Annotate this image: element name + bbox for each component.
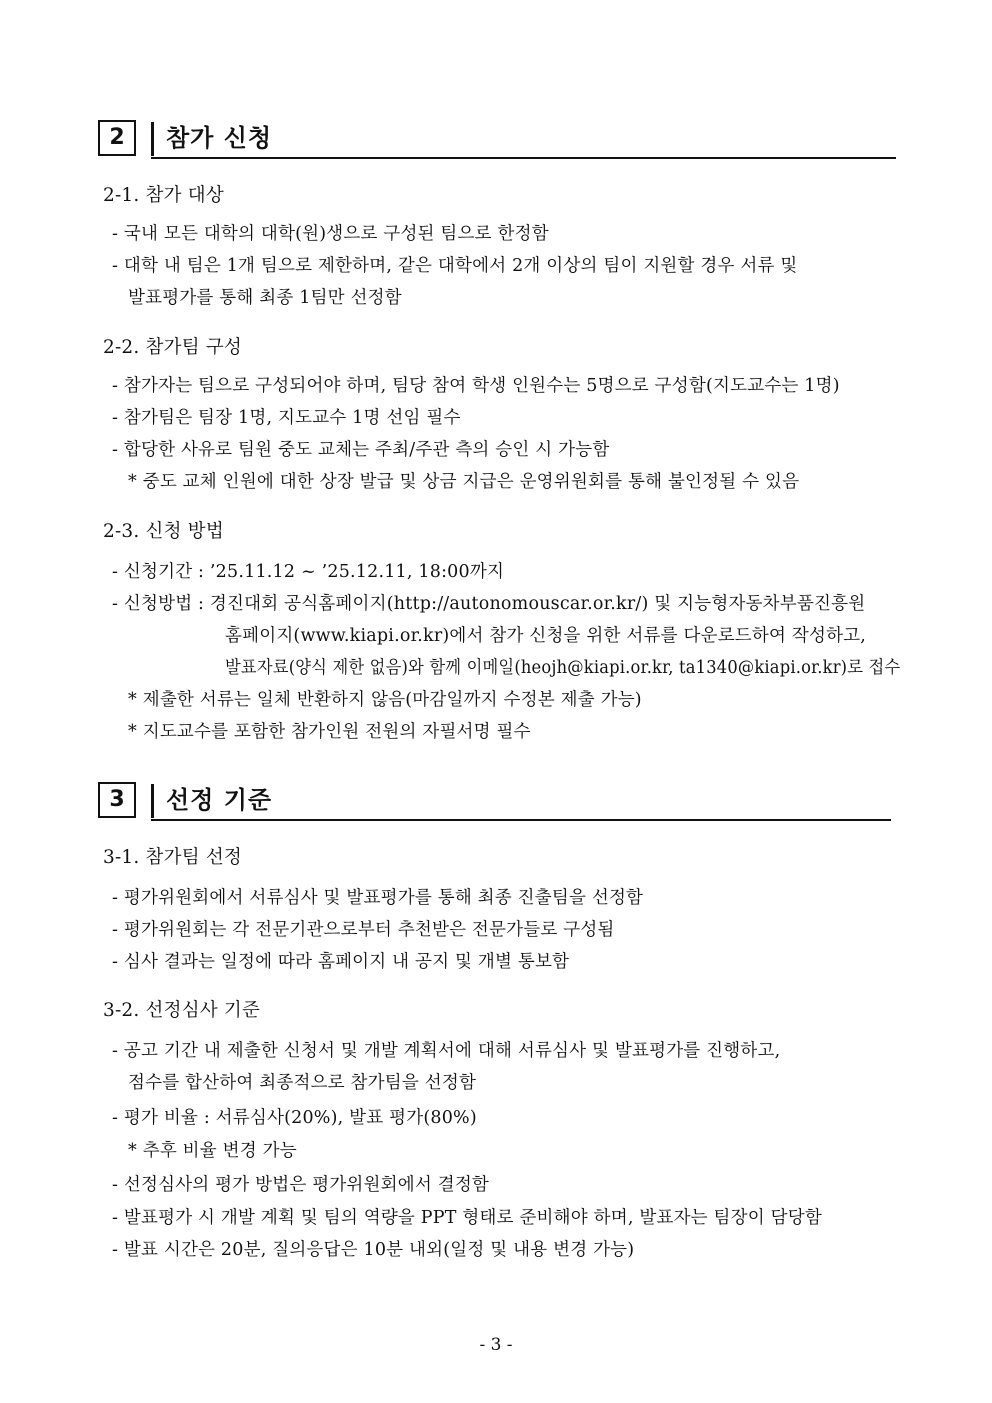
list-item: - 평가 비율 : 서류심사(20%), 발표 평가(80%)	[112, 1108, 477, 1128]
subsection-title: 3-2. 선정심사 기준	[103, 1000, 261, 1021]
subsection-title: 2-2. 참가팀 구성	[103, 337, 242, 358]
list-item: - 공고 기간 내 제출한 신청서 및 개발 계획서에 대해 서류심사 및 발표평가를 진행하고,	[112, 1041, 781, 1061]
list-item: - 발표 시간은 20분, 질의응답은 10분 내외(일정 및 내용 변경 가능)	[112, 1240, 635, 1260]
list-item-continuation: 발표평가를 통해 최종 1팀만 선정함	[128, 288, 402, 308]
note-item: * 제출한 서류는 일체 반환하지 않음(마감일까지 수정본 제출 가능)	[128, 690, 642, 710]
list-item: - 국내 모든 대학의 대학(원)생으로 구성된 팀으로 한정함	[112, 224, 549, 244]
note-item: * 지도교수를 포함한 참가인원 전원의 자필서명 필수	[128, 722, 531, 742]
section-title: 선정 기준	[166, 786, 273, 814]
subsection-title: 2-3. 신청 방법	[103, 521, 224, 542]
section-header-2	[98, 120, 898, 162]
section-divider-bar	[151, 122, 154, 156]
list-item: - 합당한 사유로 팀원 중도 교체는 주최/주관 측의 승인 시 가능함	[112, 440, 610, 460]
list-item: - 평가위원회에서 서류심사 및 발표평가를 통해 최종 진출팀을 선정함	[112, 888, 644, 908]
section-header-3	[98, 782, 898, 824]
subsection-title: 2-1. 참가 대상	[103, 185, 224, 206]
list-item: - 신청방법 : 경진대회 공식홈페이지(http://autonomouscar.or.kr/) 및 지능형자동차부품진흥원	[112, 594, 866, 614]
list-item: - 심사 결과는 일정에 따라 홈페이지 내 공지 및 개별 통보함	[112, 952, 570, 972]
section-underline	[151, 819, 891, 821]
list-item: - 참가팀은 팀장 1명, 지도교수 1명 선임 필수	[112, 408, 461, 428]
list-item-continuation: 점수를 합산하여 최종적으로 참가팀을 선정함	[128, 1073, 477, 1093]
list-item: - 대학 내 팀은 1개 팀으로 제한하며, 같은 대학에서 2개 이상의 팀이 지원할 경우 서류 및	[112, 256, 798, 276]
list-item-continuation: 발표자료(양식 제한 없음)와 함께 이메일(heojh@kiapi.or.kr, ta1340@kiapi.or.kr)로 접수	[225, 658, 901, 678]
section-number-box: 3	[98, 782, 136, 818]
page-number: - 3 -	[479, 1335, 513, 1355]
list-item: - 참가자는 팀으로 구성되어야 하며, 팀당 참여 학생 인원수는 5명으로 구성함(지도교수는 1명)	[112, 376, 840, 396]
note-item: * 중도 교체 인원에 대한 상장 발급 및 상금 지급은 운영위원회를 통해 불인정될 수 있음	[128, 472, 800, 492]
list-item: - 평가위원회는 각 전문기관으로부터 추천받은 전문가들로 구성됨	[112, 920, 615, 940]
section-underline	[151, 157, 896, 159]
list-item: - 선정심사의 평가 방법은 평가위원회에서 결정함	[112, 1175, 490, 1195]
section-number-box: 2	[98, 120, 136, 156]
section-divider-bar	[151, 784, 154, 818]
list-item: - 신청기간 : ’25.11.12 ~ ’25.12.11, 18:00까지	[112, 562, 505, 582]
list-item: - 발표평가 시 개발 계획 및 팀의 역량을 PPT 형태로 준비해야 하며, 발표자는 팀장이 담당함	[112, 1208, 822, 1228]
note-item: * 추후 비율 변경 가능	[128, 1141, 297, 1161]
list-item-continuation: 홈페이지(www.kiapi.or.kr)에서 참가 신청을 위한 서류를 다운로드하여 작성하고,	[225, 626, 867, 646]
section-title: 참가 신청	[166, 124, 273, 152]
subsection-title: 3-1. 참가팀 선정	[103, 847, 242, 868]
